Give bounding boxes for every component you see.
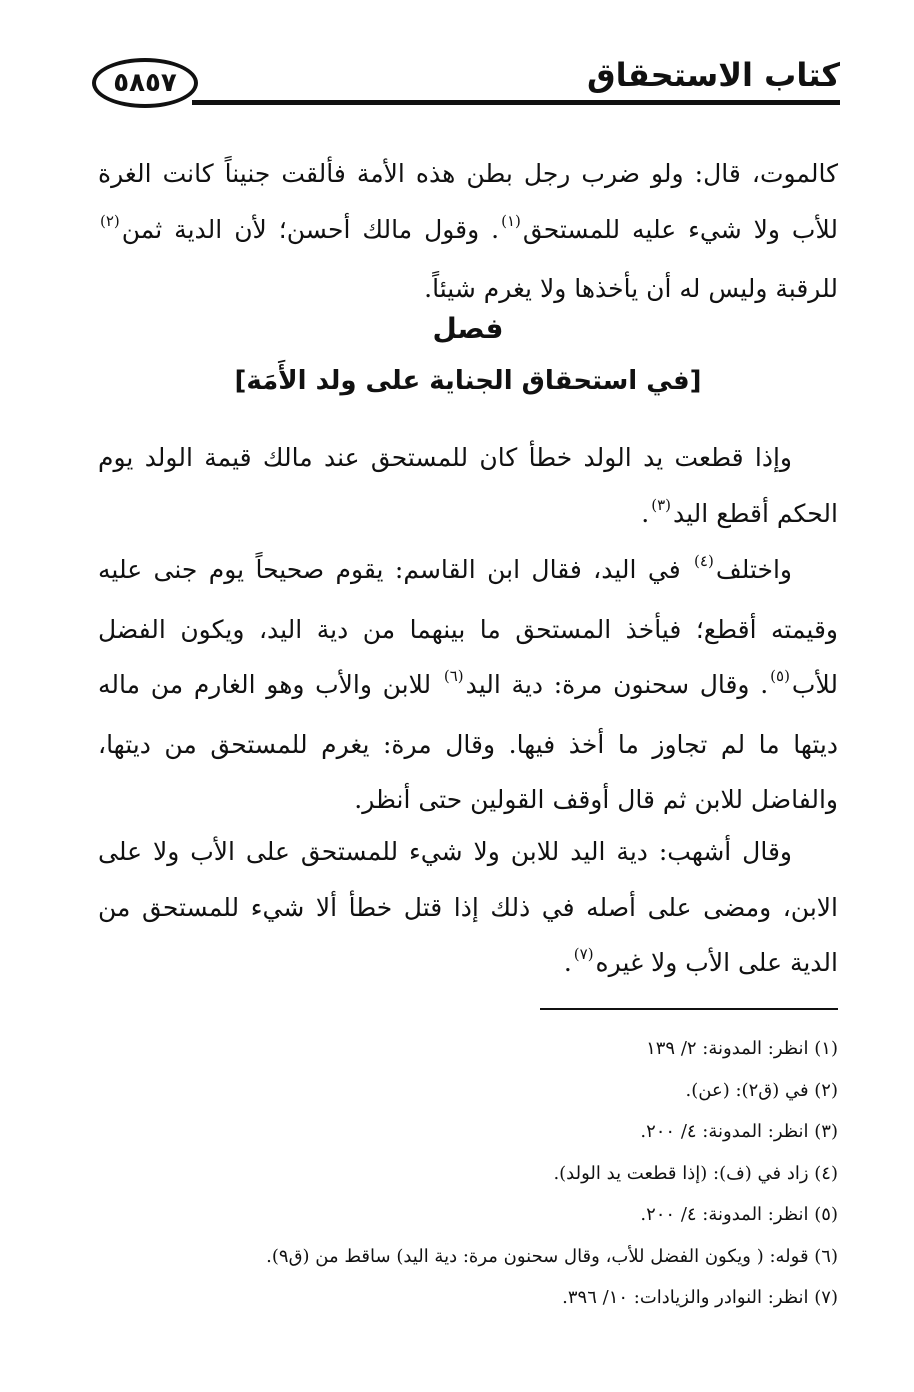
paragraph	[98, 542, 838, 828]
paragraph-block-4	[98, 824, 838, 995]
footnote-ref-2[interactable]: (٢)	[100, 211, 120, 230]
paragraph-text: . وقال سحنون مرة: دية اليد	[465, 670, 769, 699]
subheading-text: استحقاق الجناية على ولد الأَمَة	[246, 366, 638, 396]
footnote-ref-6[interactable]: (٦)	[443, 667, 464, 685]
subheading-prefix: في	[646, 366, 690, 396]
book-title: كتاب الاستحقاق	[586, 56, 840, 94]
footnote-separator	[540, 1008, 838, 1010]
paragraph	[98, 824, 838, 995]
bracket-close: ]	[234, 366, 247, 396]
paragraph-text: واختلف	[715, 555, 792, 584]
paragraph-text: للرقبة وليس له أن يأخذها ولا يغرم شيئاً.	[424, 274, 838, 303]
paragraph	[98, 430, 838, 545]
footnote-ref-4[interactable]: (٤)	[694, 552, 714, 570]
section-subheading	[98, 366, 838, 396]
paragraph-text: كالموت، قال: ولو ضرب رجل بطن هذه الأمة فألقت جنيناً كانت الغرة للأب ولا شيء عليه للمستحق	[98, 159, 838, 244]
footnote-7: (٧) انظر: النوادر والزيادات: ١٠/ ٣٩٦.	[562, 1287, 838, 1308]
paragraph-block-1	[98, 146, 838, 317]
paragraph-block-2	[98, 430, 838, 545]
footnote-2: (٢) في (ق٢): (عن).	[685, 1079, 838, 1101]
paragraph-block-3	[98, 542, 838, 828]
footnote-6: (٦) قوله: ( ويكون الفضل للأب، وقال سحنون مرة: دية اليد) ساقط من (ق٩).	[266, 1245, 838, 1267]
footnote-ref-5[interactable]: (٥)	[770, 667, 790, 685]
header-rule	[192, 100, 840, 105]
footnote-ref-7[interactable]: (٧)	[573, 945, 594, 963]
footnote-ref-3[interactable]: (٣)	[651, 495, 672, 514]
section-heading: فصل	[432, 312, 504, 345]
paragraph	[98, 146, 838, 317]
paragraph-text: للابن والأب وهو الغارم من ماله ديتها ما لم تجاوز ما أخذ فيها. وقال مرة: يغرم للمستحق من ديتها، والفاضل للابن ثم قال أوقف القولين حتى أنظر.	[98, 670, 838, 814]
footnotes	[98, 1028, 838, 1319]
page-number: ٥٨٥٧	[113, 68, 177, 98]
paragraph-text: .	[641, 498, 650, 528]
paragraph-text: في اليد، فقال ابن القاسم: يقوم صحيحاً يوم جنى عليه وقيمته أقطع؛ فيأخذ المستحق ما بينهما من دية اليد، ويكون الفضل للأب	[98, 555, 838, 699]
footnote-4: (٤) زاد في (ف): (إذا قطعت يد الولد).	[553, 1162, 838, 1184]
paragraph-text: وقال أشهب: دية اليد للابن ولا شيء للمستحق على الأب ولا على الابن، ومضى على أصله في ذلك إذا قتل خطأ ألا شيء للمستحق من الدية على الأب ولا غيره	[98, 837, 838, 977]
footnote-ref-1[interactable]: (١)	[501, 211, 521, 230]
footnote-5: (٥) انظر: المدونة: ٤/ ٢٠٠.	[640, 1204, 838, 1225]
footnote-1: (١) انظر: المدونة: ٢/ ١٣٩	[646, 1038, 838, 1059]
paragraph-text: .	[563, 948, 572, 977]
paragraph-text: وإذا قطعت يد الولد خطأ كان للمستحق عند مالك قيمة الولد يوم الحكم أقطع اليد	[98, 443, 838, 528]
page-header	[92, 52, 840, 122]
page-number-badge	[92, 58, 198, 108]
paragraph-text: . وقول مالك أحسن؛ لأن الدية ثمن	[121, 214, 500, 244]
bracket-open: [	[689, 366, 702, 396]
footnote-3: (٣) انظر: المدونة: ٤/ ٢٠٠.	[640, 1121, 838, 1142]
